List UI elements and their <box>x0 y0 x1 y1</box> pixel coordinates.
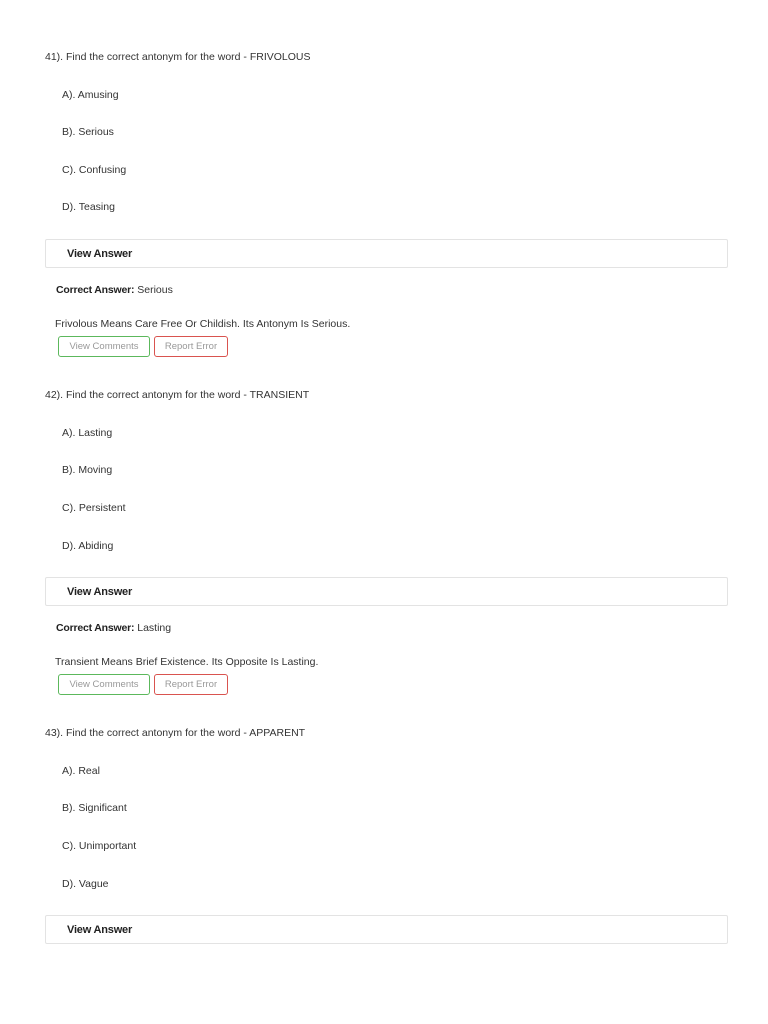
option-b[interactable]: B). Serious <box>62 126 114 138</box>
view-comments-button[interactable]: View Comments <box>58 336 150 357</box>
option-b[interactable]: B). Significant <box>62 802 127 814</box>
view-answer-panel[interactable] <box>45 577 728 606</box>
view-comments-button[interactable]: View Comments <box>58 674 150 695</box>
correct-answer-value: Lasting <box>137 622 172 634</box>
option-c[interactable]: C). Confusing <box>62 164 127 176</box>
correct-answer-label: Correct Answer: <box>56 284 135 296</box>
report-error-button[interactable]: Report Error <box>154 336 228 357</box>
question-text: 43). Find the correct antonym for the word - APPARENT <box>45 727 306 739</box>
correct-answer <box>56 283 173 297</box>
correct-answer-label: Correct Answer: <box>56 622 135 634</box>
view-answer-panel[interactable] <box>45 915 728 944</box>
option-c[interactable]: C). Unimportant <box>62 840 137 852</box>
option-c[interactable]: C). Persistent <box>62 502 126 514</box>
option-b[interactable]: B). Moving <box>62 464 113 476</box>
option-a[interactable]: A). Amusing <box>62 89 119 101</box>
question-text: 41). Find the correct antonym for the word - FRIVOLOUS <box>45 51 311 63</box>
answer-explanation: Frivolous Means Care Free Or Childish. Its Antonym Is Serious. <box>55 318 351 330</box>
correct-answer <box>56 621 171 635</box>
correct-answer-value: Serious <box>137 284 173 296</box>
view-answer-button[interactable]: View Answer <box>67 924 133 936</box>
option-a[interactable]: A). Lasting <box>62 427 113 439</box>
view-answer-button[interactable]: View Answer <box>67 248 133 260</box>
view-answer-button[interactable]: View Answer <box>67 586 133 598</box>
option-a[interactable]: A). Real <box>62 765 100 777</box>
option-d[interactable]: D). Vague <box>62 878 109 890</box>
view-answer-panel[interactable] <box>45 239 728 268</box>
question-text: 42). Find the correct antonym for the word - TRANSIENT <box>45 389 310 401</box>
option-d[interactable]: D). Teasing <box>62 201 115 213</box>
option-d[interactable]: D). Abiding <box>62 540 114 552</box>
answer-explanation: Transient Means Brief Existence. Its Opposite Is Lasting. <box>55 656 319 668</box>
report-error-button[interactable]: Report Error <box>154 674 228 695</box>
